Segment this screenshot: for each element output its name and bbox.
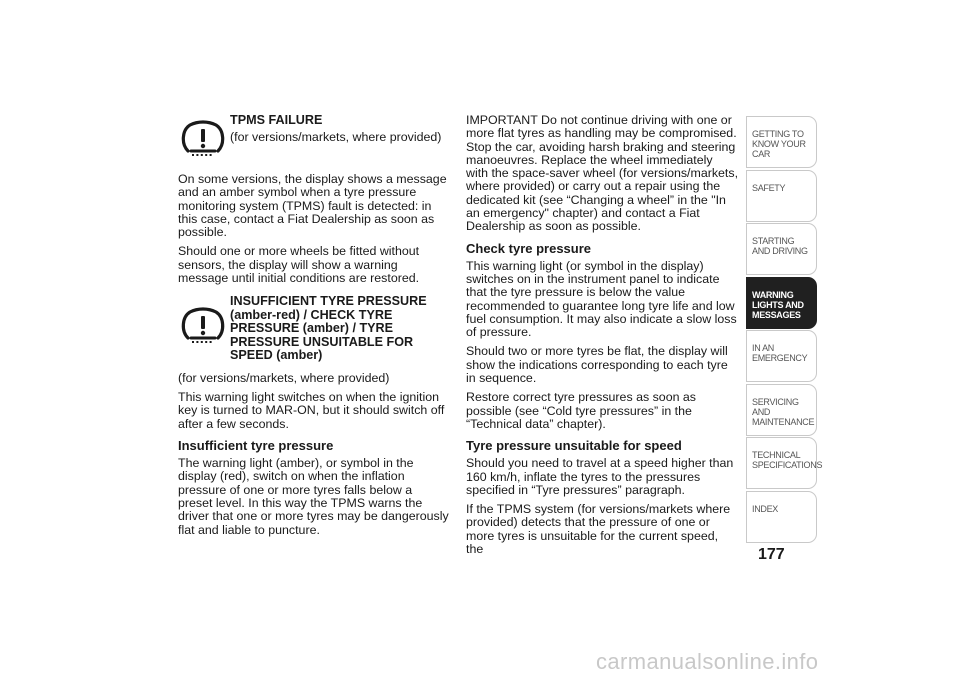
paragraph: This warning light (or symbol in the display) switches on in the instrument panel to indicate that the tyre pressure is below the value recommended to guarantee long tyre life and low fuel consumption. It may also indicate a slow loss of pressure. [466, 258, 737, 340]
tpms-failure-note: (for versions/markets, where provided) [230, 129, 442, 144]
tyre-pressure-warning-icon [180, 120, 226, 164]
section-heading-speed: Tyre pressure unsuitable for speed [466, 438, 682, 454]
paragraph: Should you need to travel at a speed higher than 160 km/h, inflate the tyres to the pressures specified in “Tyre pressures” paragraph. [466, 456, 734, 497]
left-column [178, 114, 450, 543]
page-number: 177 [758, 546, 785, 563]
paragraph: Restore correct tyre pressures as soon as possible (see “Cold tyre pressures” in the “Technical data” chapter). [466, 390, 697, 431]
tpms-failure-title: TPMS FAILURE [230, 113, 323, 127]
paragraph: On some versions, the display shows a message and an amber symbol when a tyre pressure monitoring system (TPMS) fault is detected: in this case, contact a Fiat Dealership as soon as possible. [178, 172, 447, 240]
paragraph: If the TPMS system (for versions/markets where provided) detects that the pressure of one or more tyres is unsuitable for the current speed, the [466, 502, 731, 557]
tab-technical-specifications[interactable]: TECHNICAL SPECIFICATIONS [746, 437, 817, 489]
tab-servicing-and-maintenance[interactable]: SERVICING AND MAINTENANCE [746, 384, 817, 436]
tab-safety[interactable]: SAFETY [746, 170, 817, 222]
tpms-failure-block [178, 114, 450, 164]
tab-index[interactable]: INDEX [746, 491, 817, 543]
insufficient-pressure-title: INSUFFICIENT TYRE PRESSURE (amber-red) / CHECK TYRE PRESSURE (amber) / TYRE PRESSURE UNSUITABLE FOR SPEED (amber) [230, 294, 427, 363]
tyre-pressure-warning-icon [180, 307, 226, 351]
section-heading-insufficient: Insufficient tyre pressure [178, 438, 334, 454]
paragraph: Should two or more tyres be flat, the display will show the indications corresponding to each tyre in sequence. [466, 344, 728, 386]
paragraph: This warning light switches on when the ignition key is turned to MAR-ON, but it should switch off after a few seconds. [178, 390, 445, 431]
important-note: IMPORTANT Do not continue driving with one or more flat tyres as handling may be compromised. Stop the car, avoiding harsh braking and steering manoeuvres. Replace the wheel immediately with the space-saver wheel (for versions/markets, where provided) or carry out a repair using the dedicated kit (see “Changing a wheel” in the "In an emergency" chapter) and contact a Fiat Dealership as soon as possible. [466, 113, 739, 234]
tab-in-an-emergency[interactable]: IN AN EMERGENCY [746, 330, 817, 382]
right-column [466, 114, 738, 562]
watermark: carmanualsonline.info [596, 649, 819, 674]
tab-getting-to-know-your-car[interactable]: GETTING TO KNOW YOUR CAR [746, 116, 817, 168]
chapter-tabs [746, 116, 823, 544]
tab-starting-and-driving[interactable]: STARTING AND DRIVING [746, 223, 817, 275]
tab-warning-lights-and-messages[interactable]: WARNING LIGHTS AND MESSAGES [746, 277, 817, 329]
insufficient-pressure-block [178, 295, 450, 363]
section-heading-check: Check tyre pressure [466, 240, 592, 256]
paragraph: Should one or more wheels be fitted without sensors, the display will show a warning message until initial conditions are restored. [178, 244, 420, 286]
paragraph: (for versions/markets, where provided) [178, 370, 390, 385]
paragraph: The warning light (amber), or symbol in the display (red), switch on when the inflation pressure of one or more tyres falls below a preset level. In this way the TPMS warns the driver that one or more tyres may be dangerously flat and liable to puncture. [178, 456, 449, 537]
